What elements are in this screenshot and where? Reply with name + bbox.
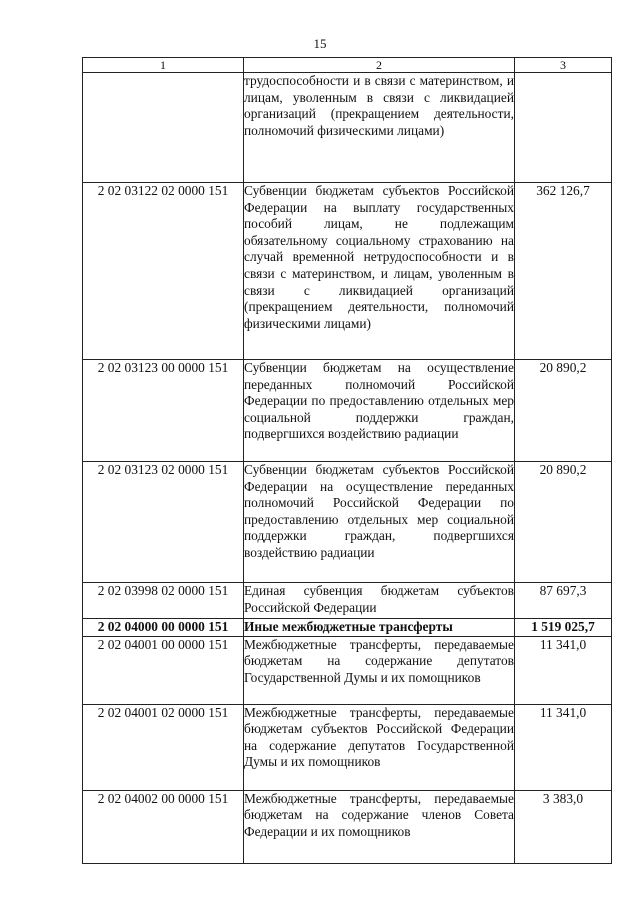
name-cell: трудоспособности и в связи с материнством, и лицам, уволенным в связи с ликвидацией организаций (прекращением деятельности, полномочий физическими лицами)	[244, 73, 515, 183]
code-cell: 2 02 03123 02 0000 151	[83, 462, 244, 583]
amount-cell: 20 890,2	[515, 462, 612, 583]
amount-cell: 11 341,0	[515, 636, 612, 704]
amount-cell: 20 890,2	[515, 360, 612, 462]
table-row	[83, 704, 612, 790]
table-row	[83, 360, 612, 462]
code-cell: 2 02 03122 02 0000 151	[83, 183, 244, 360]
code-cell: 2 02 04001 00 0000 151	[83, 636, 244, 704]
amount-cell: 11 341,0	[515, 704, 612, 790]
name-cell: Субвенции бюджетам субъектов Российской Федерации на осуществление переданных полномочий Российской Федерации по предоставлению отдельных мер социальной поддержки граждан, подвергшихся воздействию радиации	[244, 462, 515, 583]
table-row-total	[83, 619, 612, 637]
name-cell: Субвенции бюджетам на осуществление переданных полномочий Российской Федерации по предоставлению отдельных мер социальной поддержки граждан, подвергшихся воздействию радиации	[244, 360, 515, 462]
column-header-2: 2	[244, 58, 515, 73]
table-row	[83, 583, 612, 619]
amount-cell: 3 383,0	[515, 790, 612, 863]
amount-cell: 362 126,7	[515, 183, 612, 360]
table-row	[83, 183, 612, 360]
name-cell: Межбюджетные трансферты, передаваемые бюджетам на содержание депутатов Государственной Думы и их помощников	[244, 636, 515, 704]
code-cell: 2 02 04002 00 0000 151	[83, 790, 244, 863]
amount-cell	[515, 73, 612, 183]
code-cell: 2 02 03998 02 0000 151	[83, 583, 244, 619]
table-row	[83, 790, 612, 863]
page-number: 15	[313, 36, 327, 51]
table-row	[83, 636, 612, 704]
column-header-3: 3	[515, 58, 612, 73]
table-row	[83, 73, 612, 183]
table-header-row	[83, 58, 612, 73]
code-cell: 2 02 04000 00 0000 151	[83, 619, 244, 637]
amount-cell: 87 697,3	[515, 583, 612, 619]
name-cell: Иные межбюджетные трансферты	[244, 619, 515, 637]
name-cell: Межбюджетные трансферты, передаваемые бюджетам на содержание членов Совета Федерации и их помощников	[244, 790, 515, 863]
name-cell: Единая субвенция бюджетам субъектов Российской Федерации	[244, 583, 515, 619]
code-cell: 2 02 03123 00 0000 151	[83, 360, 244, 462]
name-cell: Межбюджетные трансферты, передаваемые бюджетам субъектов Российской Федерации на содержание депутатов Государственной Думы и их помощников	[244, 704, 515, 790]
column-header-1: 1	[83, 58, 244, 73]
name-cell: Субвенции бюджетам субъектов Российской Федерации на выплату государственных пособий лицам, не подлежащим обязательному социальному страхованию на случай временной нетрудоспособности и в связи с материнством, и лицам, уволенным в связи с ликвидацией организаций (прекращением деятельности, полномочий физическими лицами)	[244, 183, 515, 360]
table-row	[83, 462, 612, 583]
budget-table	[82, 57, 612, 864]
code-cell	[83, 73, 244, 183]
code-cell: 2 02 04001 02 0000 151	[83, 704, 244, 790]
amount-cell: 1 519 025,7	[515, 619, 612, 637]
